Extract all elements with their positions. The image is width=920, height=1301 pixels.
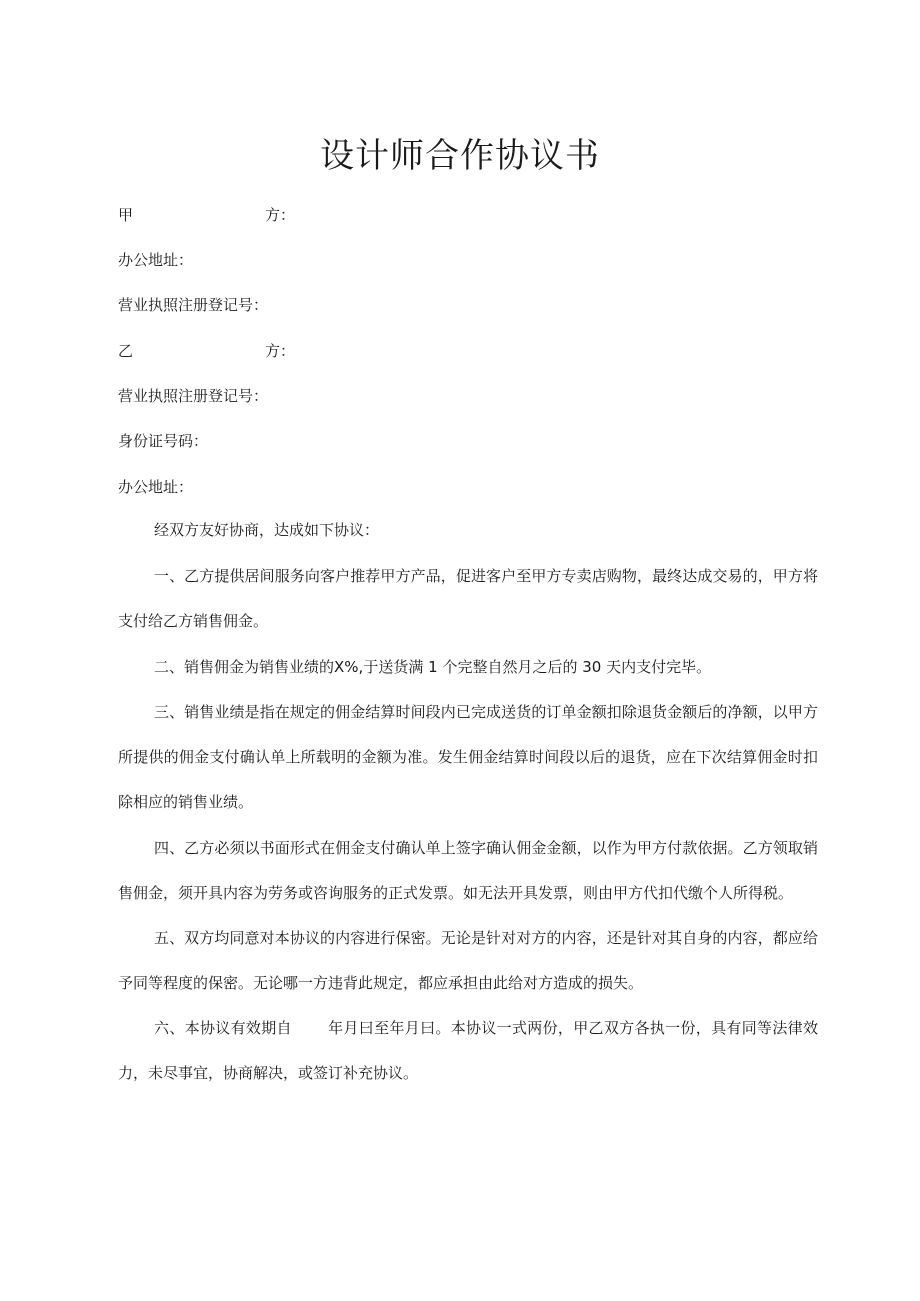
commission-rate: X%,: [334, 658, 364, 676]
clause-2-part4: 天内支付完毕。: [606, 658, 712, 676]
month-count: 1: [428, 658, 438, 676]
clause-6: [118, 1006, 818, 1096]
id-number-field: 身份证号码：: [118, 432, 209, 450]
license-b-field: 营业执照注册登记号：: [118, 387, 269, 405]
clause-2: [118, 645, 818, 690]
party-b-label-left: 乙: [118, 342, 134, 360]
payment-days: 30: [582, 658, 602, 676]
clause-1: 一、乙方提供居间服务向客户推荐甲方产品，促进客户至甲方专卖店购物，最终达成交易的，甲方将支付给乙方销售佣金。: [118, 567, 818, 630]
license-a-field: 营业执照注册登记号：: [118, 296, 269, 314]
document-title: 设计师合作协议书: [320, 136, 600, 176]
party-b-label-right: 方：: [265, 342, 296, 360]
office-address-a-field: 办公地址：: [118, 251, 194, 269]
party-a-label-right: 方：: [265, 206, 296, 224]
clause-2-part3: 个完整自然月之后的: [442, 658, 578, 676]
intro-paragraph: 经双方友好协商，达成如下协议：: [154, 521, 380, 539]
clause-2-part2: 于送货满: [363, 658, 424, 676]
party-b-field: [118, 341, 296, 361]
clause-3: 三、销售业绩是指在规定的佣金结算时间段内已完成送货的订单金额扣除退货金额后的净额，以甲方所提供的佣金支付确认单上所载明的金额为准。发生佣金结算时间段以后的退货，应在下次结算佣金时扣除相应的销售业绩。: [118, 703, 818, 811]
clause-6-part1: 六、本协议有效期自: [154, 1019, 292, 1037]
office-address-b-field: 办公地址：: [118, 478, 194, 496]
clause-2-part1: 二、销售佣金为销售业绩的: [154, 658, 335, 676]
party-a-field: [118, 205, 296, 225]
party-a-label-left: 甲: [118, 206, 134, 224]
clause-6-part2: 年月曰至年月曰。本协议一式两份，甲乙双方各执一份，具有同等法律效力，未尽事宜，协商解决，或签订补充协议。: [118, 1019, 818, 1082]
clause-5: 五、双方均同意对本协议的内容进行保密。无论是针对对方的内容，还是针对其自身的内容，都应给予同等程度的保密。无论哪一方违背此规定，都应承担由此给对方造成的损失。: [118, 929, 818, 992]
clause-4: 四、乙方必须以书面形式在佣金支付确认单上签字确认佣金金额，以作为甲方付款依据。乙方领取销售佣金，须开具内容为劳务或咨询服务的正式发票。如无法开具发票，则由甲方代扣代缴个人所得税。: [118, 839, 818, 902]
